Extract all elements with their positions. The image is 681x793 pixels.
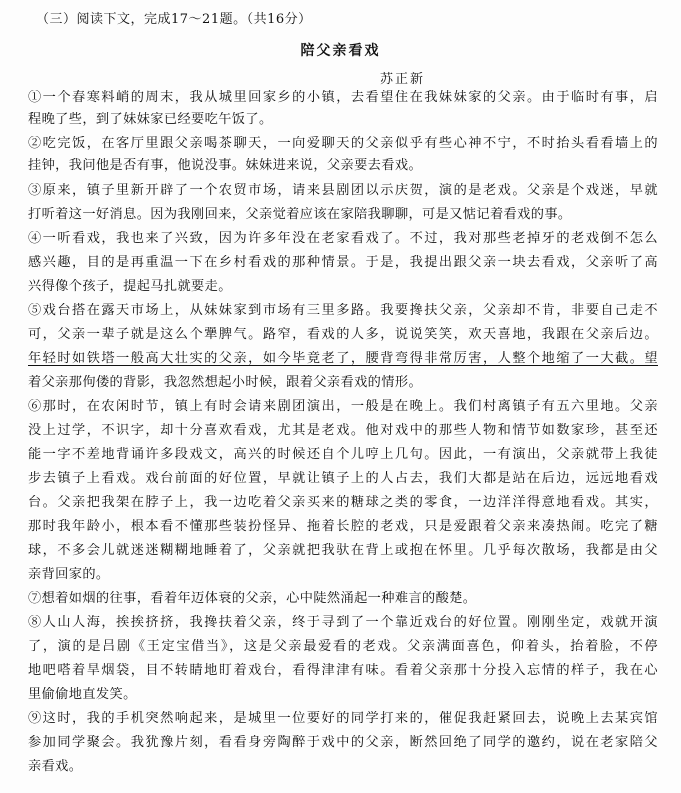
text-line: 着父亲那佝偻的背影，我忽然想起小时候，跟着父亲看戏的情形。 [28,375,423,390]
text-line: ⑤戏台搭在露天市场上，从妹妹家到市场有三里多路。我要搀扶父亲，父亲却不肯，非要自己走不 [28,303,658,318]
text-line: 程晚了些，到了妹妹家已经要吃午饭了。 [28,112,273,127]
text-line: 可，父亲一辈子就是这么个犟脾气。路窄，看戏的人多，说说笑笑，欢天喜地，我跟在父亲后边。 [28,327,658,342]
question-header: （三）阅读下文，完成17～21题。（共16分） [36,12,312,27]
text-line: ④一听看戏，我也来了兴致，因为许多年没在老家看戏了。不过，我对那些老掉牙的老戏倒不怎么 [28,231,658,246]
text-line: 步去镇子上看戏。戏台前面的好位置，早就让镇子上的人占去，我们大都是站在后边，远远地看戏 [28,471,658,486]
text-line: 亲背回家的。 [28,567,110,582]
text-line: ②吃完饭，在客厅里跟父亲喝茶聊天，一向爱聊天的父亲似乎有些心神不宁，不时抬头看看墙上的 [28,136,658,151]
text-line: 球，不多会儿就迷迷糊糊地睡着了，父亲就把我驮在背上或抱在怀里。几乎每次散场，我都是由父 [28,543,658,558]
text-line: 参加同学聚会。我犹豫片刻，看看身旁陶醉于戏中的父亲，断然回绝了同学的邀约，说在老家陪父 [28,735,658,750]
text-line: 那时我年龄小，根本看不懂那些装扮怪异、拖着长腔的老戏，只是爱跟着父亲来凑热闹。吃完了糖 [28,519,658,534]
text-line: ①一个春寒料峭的周末，我从城里回家乡的小镇，去看望住在我妹妹家的父亲。由于临时有事，启 [28,90,658,105]
article-author: 苏正新 [380,72,426,87]
text-line: 没上过学，不识字，却十分喜欢看戏，尤其是老戏。他对戏中的那些人物和情节如数家珍，甚至还 [28,423,658,438]
text-line: ⑨这时，我的手机突然响起来，是城里一位要好的同学打来的，催促我赶紧回去，说晚上去某宾馆 [28,711,658,726]
text-line: 兴得像个孩子，提起马扎就要走。 [28,279,232,294]
text-line: 台。父亲把我架在脖子上，我一边吃着父亲买来的糖球之类的零食，一边洋洋得意地看戏。其实， [28,495,658,510]
text-line: 年轻时如铁塔一般高大壮实的父亲，如今毕竟老了，腰背弯得非常厉害，人整个地缩了一大截。望 [28,351,658,366]
article-title: 陪父亲看戏 [300,43,381,59]
text-line: 里偷偷地直发笑。 [28,687,137,702]
text-line: ⑧人山人海，挨挨挤挤，我搀扶着父亲，终于寻到了一个靠近戏台的好位置。刚刚坐定，戏就开演 [28,615,658,630]
text-line: 地吧嗒着旱烟袋，目不转睛地盯着戏台，看得津津有味。看着父亲那十分投入忘情的样子，我在心 [28,663,658,678]
text-line: ⑦想着如烟的往事，看着年迈体衰的父亲，心中陡然涌起一种难言的酸楚。 [28,591,477,606]
text-line: 亲看戏。 [28,759,83,774]
text-line: ⑥那时，在农闲时节，镇上有时会请来剧团演出，一般是在晚上。我们村离镇子有五六里地。父亲 [28,399,658,414]
text-line: 了，演的是吕剧《王定宝借当》，这是父亲最爱看的老戏。父亲满面喜色，仰着头，抬着脸，不停 [28,639,658,654]
text-line: 打听着这一好消息。因为我刚回来，父亲觉着应该在家陪我聊聊，可是又惦记着看戏的事。 [28,207,572,222]
text-line: 挂钟，我问他是否有事，他说没事。妹妹进来说，父亲要去看戏。 [28,158,423,173]
text-line: ③原来，镇子里新开辟了一个农贸市场，请来县剧团以示庆贺，演的是老戏。父亲是个戏迷，早就 [28,183,658,198]
text-line: 感兴趣，目的是再重温一下在乡村看戏的那种情景。于是，我提出跟父亲一块去看戏，父亲听了高 [28,255,658,270]
text-line: 能一字不差地背诵许多段戏文，高兴的时候还自个儿哼上几句。因此，一有演出，父亲就带上我徒 [28,447,658,462]
